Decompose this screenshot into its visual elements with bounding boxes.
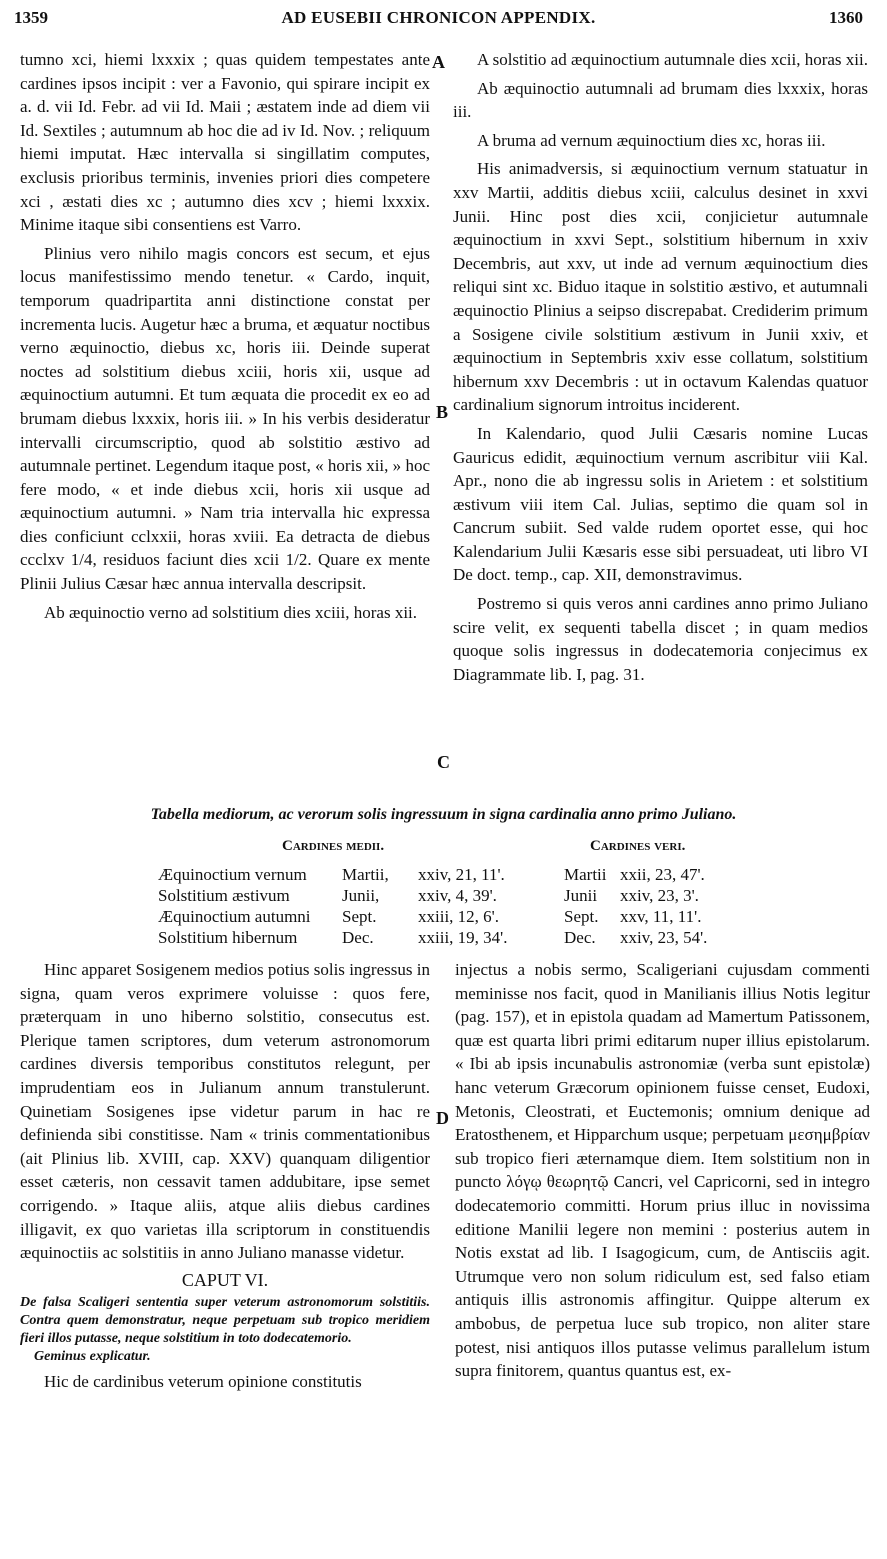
table-cell: Martii [564, 865, 607, 884]
table-row [158, 927, 713, 948]
paragraph-ab-aequinoctio-autumnali: Ab æquinoctio autumnali ad brumam dies lxxxix, horas iii. [453, 78, 868, 122]
table-row [158, 864, 713, 885]
table-cell: Solstitium hibernum [158, 928, 298, 947]
table-cell: Dec. [342, 928, 374, 947]
cardines-table [158, 864, 713, 948]
table-head-medii: Cardines medii. [282, 838, 385, 854]
table-cell: Junii, [342, 886, 380, 905]
chapter-summary-text: De falsa Scaligeri sententia super veterum astronomorum solstitiis. Contra quem demonstratur, neque perpetuam sub tropico meridiem fieri illos putasse, neque solstitium in toto dodecatemorio. [20, 1295, 430, 1347]
paragraph-hinc-apparet: Hinc apparet Sosigenem medios potius solis ingressus in signa, quam veros exprimere voluisse : quos fere, præterquam in uno hiberno solstitio, consecutus est. Plerique tamen scriptores, dum veterum astronomorum cardines diversis temporibus constitutos relegunt, per imprudentiam eos in Julianum annum transtulerunt. Quinetiam Sosigenes ipse videtur parum in hac re definienda sibi constitisse. Nam « trinis commentationibus (ait Plinius lib. XVIII, cap. XXV) quanquam diligentior esset cæteris, non cessavit tamen addubitare, ipse semet corrigendo. » Itaque aliis, atque aliis diebus cardines illigavit, ex quo varietas illa scriptorum in constituendis æquinoctiis ac solstitiis in anno Juliano manasse videtur. [20, 960, 430, 1263]
table-cell: xxv, 11, 11'. [620, 907, 702, 926]
paragraph-in-kalendario: In Kalendario, quod Julii Cæsaris nomine Lucas Gauricus edidit, æquinoctium vernum ascribitur viii Kal. Apr., nono die ab ingressu solis in Arietem : et solstitium æstivum viii item Cal. Julias, septimo die quam sol in Cancrum subiit. Sed valde rudem oportet esse, qui hoc Kalendarium Julii Kæsaris esse sibi persuadeat, uti libro VI De doct. temp., cap. XII, demonstravimus. [453, 423, 868, 585]
paragraph-varro: tumno xci, hiemi lxxxix ; quas quidem tempestates ante cardines ipsos incipit : ver a Favonio, qui spirare incipit ex a. d. vii Id. Febr. ad vii Id. Maii ; æstatem inde ad diem vii Id. Sextiles ; autumnum ab hoc die ad iv Id. Nov. ; reliquum hiemi imputat. Hæc intervalla si singillatim computes, exclusis prioribus terminis, invenies priori dies competere xci , æstati dies xc ; autumno dies xcv ; hiemi lxxxix. Minime itaque sibi consentiens est Varro. [20, 50, 430, 235]
right-column-bottom [455, 958, 870, 1383]
table-row [158, 906, 713, 927]
chapter-summary [20, 1294, 430, 1366]
table-cell: xxiv, 4, 39'. [418, 886, 497, 905]
margin-mark-a: A [432, 52, 445, 72]
paragraph-a-bruma: A bruma ad vernum æquinoctium dies xc, horas iii. [477, 130, 826, 150]
chapter-heading: CAPUT VI. [181, 1269, 269, 1290]
table-title: Tabella mediorum, ac verorum solis ingressuum in signa cardinalia anno primo Juliano. [150, 806, 737, 823]
table-cell: Sept. [342, 907, 377, 926]
table-cell: xxiv, 23, 54'. [620, 928, 708, 947]
left-column-bottom [20, 958, 430, 1394]
table-head-veri: Cardines veri. [590, 838, 686, 854]
paragraph-ab-aequinoctio: Ab æquinoctio verno ad solstitium dies xciii, horas xii. [44, 602, 418, 622]
running-header [14, 8, 863, 34]
table-cell: Solstitium æstivum [158, 886, 290, 905]
paragraph-postremo: Postremo si quis veros anni cardines anno primo Juliano scire velit, ex sequenti tabella discet ; in quam medios quoque solis ingressus in dodecatemoria conjecimus ex Diagrammate lib. I, pag. 31. [453, 594, 868, 684]
chapter-summary-end: Geminus explicatur. [34, 1349, 151, 1365]
table-cell: xxii, 23, 47'. [620, 865, 705, 884]
paragraph-a-solstitio: A solstitio ad æquinoctium autumnale dies xcii, horas xii. [477, 50, 868, 69]
table-cell: xxiii, 19, 34'. [418, 928, 508, 947]
table-cell: xxiv, 23, 3'. [620, 886, 699, 905]
table-cell: Dec. [564, 928, 596, 947]
right-column-top [453, 48, 868, 686]
paragraph-hic-de-cardinibus: Hic de cardinibus veterum opinione constitutis [44, 1372, 362, 1392]
paragraph-plinius: Plinius vero nihilo magis concors est secum, et ejus locus manifestissimo mendo tenetur. « Cardo, inquit, temporum quadripartita anni distinctione constat per incrementa lucis. Augetur hæc a bruma, et æquatur noctibus verno æquinoctio, diebus xc, horis iii. Deinde superat noctes ad solstitium diebus xciii, horis xii, usque ad æquinoctium autumni. Et tum æquata die procedit ex eo ad brumam diebus lxxxix, horis iii. » In his verbis desideratur intervalli circumscriptio, quod ab solstitio æstivo ad autumnale pertinet. Legendum itaque post, « horis xii, » hoc fere modo, « et inde diebus xcii, horis xii usque ad æquinoctium autumni. » Nam tria intervalla hic expressa dies conficiunt cclxxii, horas xviii. Ea detracta de diebus ccclxv 1/4, residuos faciunt dies xcii 1/2. Quare ex mente Plinii Julius Cæsar hæc annua intervalla descripsit. [20, 243, 430, 594]
table-cell: xxiv, 21, 11'. [418, 865, 505, 884]
table-row [158, 885, 713, 906]
margin-mark-d: D [436, 1108, 449, 1128]
paragraph-his-animadversis: His animadversis, si æquinoctium vernum statuatur in xxv Martii, additis diebus xciii, calculus desinet in xxvi Junii. Hinc post dies xcii, conjicietur autumnale æquinoctium in xxvi Sept., solstitium hibernum in xxiv Decembris, aut xxv, ut inde ad vernum æquinoctium dies reliqui sint xc. Biduo itaque in solstitio æstivo, et autumnali æquinoctio Plinius a seipso discrepabat. Crediderim primum a Sosigene civile solstitium æstivum in Junii xxiv, et æquinoctium in Septembris xxiv esse collatum, solstitium hibernum xxv Decembris : ut in octavum Kalendas quatuor cardinalium signorum introitus inciderent. [453, 159, 868, 415]
left-column-top [20, 48, 430, 624]
table-cell: Junii [564, 886, 598, 905]
margin-mark-b: B [436, 402, 449, 422]
table-cell: Æquinoctium autumni [158, 907, 311, 926]
table-cell: Æquinoctium vernum [158, 865, 307, 884]
table-cell: Sept. [564, 907, 599, 926]
table-cell: Martii, [342, 865, 389, 884]
running-title: AD EUSEBII CHRONICON APPENDIX. [281, 8, 596, 27]
margin-mark-c: C [437, 752, 450, 772]
paragraph-injectus: injectus a nobis sermo, Scaligeriani cujusdam commenti meminisse nos facit, quod in Manilianis illius Notis legitur (pag. 157), et in epistola quadam ad Mamertum Patissonem, quæ est quarta libri primi editarum nuper illius epistolarum. « Ibi ab ipsis incunabulis astronomiæ (verba sunt epistolæ) hanc veterum Græcorum opinionem fuisse censet, Eudoxi, Metonis, Cleostrati, et Euctemonis; omnium denique ad Eratosthenem, et Hipparchum usque; perpetuam μεσημβρίαν sub tropico fieri æternamque diem. Item solstitium non in puncto λόγῳ θεωρητῷ Cancri, vel Capricorni, sed in integro dodecatemorio committi. Horum prius illuc in novissima editione Manilii legere non memini : posterius autem in Notis exstat ad lib. I Isagogicum, cum, de Antisciis agit. Utrumque vero non solum ridiculum est, sed falso etiam antiquis illis astronomis affingitur. Quippe alterum ex ambobus, de perpetua luce sub tropico, non aliter stare potest, nisi antiquos illos putasse velimus parallelum istum supra finitorem, quantus quantus est, ex- [455, 960, 870, 1381]
page-number-right: 1360 [829, 8, 863, 27]
page-number-left: 1359 [14, 8, 48, 27]
table-cell: xxiii, 12, 6'. [418, 907, 499, 926]
